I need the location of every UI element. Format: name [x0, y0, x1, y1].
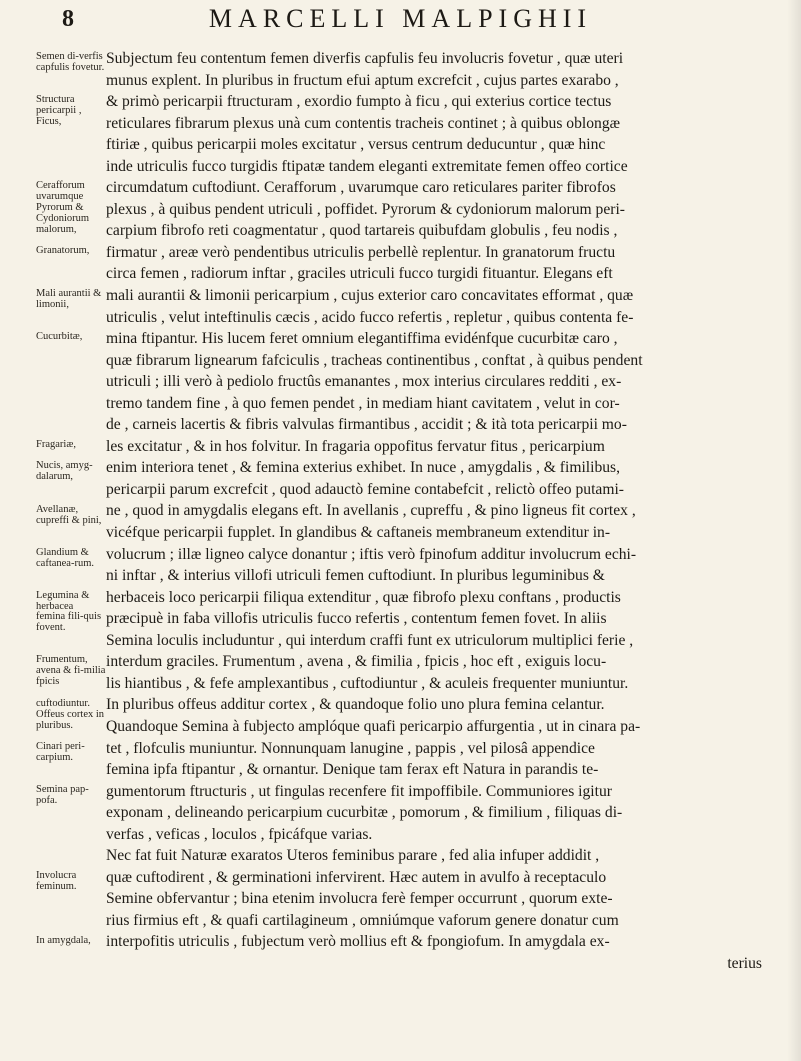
text-line: præcipuè in faba villofis utriculis fucco refertis , contentum femen fovet. In aliis	[106, 610, 607, 628]
margin-note: Ficus,	[36, 115, 62, 127]
text-line: circumdatum cuftodiunt. Cerafforum , uvarumque caro reticulares pariter fibrofos	[106, 179, 616, 197]
text-line: reticulares fibrarum plexus unà cum contentis tracheis continet ; à quibus oblongæ	[106, 114, 621, 132]
text-line: carpium fibrofo reti coagmentatur , quod tartareis quibufdam globulis , feu nodis ,	[106, 222, 618, 240]
text-line: lis hiantibus , & fefe amplexantibus , cuftodiuntur , & aculeis frequenter muniuntur.	[106, 674, 629, 692]
text-line: interdum graciles. Frumentum , avena , & fimilia , fpicis , hoc eft , exiguis locu-	[106, 653, 607, 671]
text-line: Semine obfervantur ; bina etenim involucra ferè femper occurrunt , quorum exte-	[106, 890, 613, 908]
text-line: & primò pericarpii ftructuram , exordio fumpto à ficu , qui exterius cortice tectus	[106, 93, 612, 111]
text-line: Nec fat fuit Naturæ exaratos Uteros feminibus parare , fed alia infuper addidit ,	[106, 847, 600, 865]
text-line: Subjectum feu contentum femen diverfis capfulis feu involucris fovetur , quæ uteri	[106, 50, 624, 67]
text-line: Semina loculis includuntur , qui interdum craffi funt ex utriculorum multiplici ferie ,	[106, 631, 634, 649]
text-line: verfas , veficas , loculos , fpicáfque varias.	[106, 825, 373, 843]
margin-note: Cucurbitæ,	[36, 331, 83, 343]
margin-note: Nucis, amyg-dalarum,	[36, 460, 93, 483]
text-line: ni inftar , & interius villofi utriculi femen cuftodiunt. In pluribus leguminibus &	[106, 567, 605, 585]
text-line: mina ftipantur. His lucem feret omnium elegantiffima evidénfque cucurbitæ caro ,	[106, 330, 618, 348]
margin-note: femina fili-quis fovent.	[36, 611, 102, 634]
page-edge-shadow	[787, 0, 801, 1061]
text-line: In pluribus offeus additur cortex , & quandoque folio uno plura femina celantur.	[106, 696, 605, 714]
text-line: vicéfque pericarpii fupplet. In glandibus & caftaneis membraneum extenditur in-	[106, 524, 611, 542]
margin-note: Avellanæ, cupreffi & pini,	[36, 503, 102, 526]
margin-note: In amygdala,	[36, 934, 91, 946]
margin-note: Semen di-verfis capfulis fovetur.	[36, 51, 105, 73]
margin-note: Mali aurantii & limonii,	[36, 288, 102, 311]
text-line: circa femen , radiorum inftar , graciles utriculi fucco turgidi fituantur. Elegans eft	[106, 265, 613, 283]
text-line: tet , flofculis muniuntur. Nonnunquam lanugine , pappis , vel pilosâ appendice	[106, 739, 595, 757]
text-line: firmatur , areæ verò pendentibus utriculis perbellè replentur. In granatorum fructu	[106, 243, 616, 261]
text-line: de , carneis lacertis & fibris valvulas firmantibus , accidit ; & ità tota pericarpii mo-	[106, 416, 627, 434]
text-line: quæ fibrarum lignearum fafciculis , tracheas continentibus , conftat , à quibus pendent	[106, 351, 643, 369]
text-line: ftiriæ , quibus pericarpii moles excitatur , versus centrum deducuntur , quæ hinc	[106, 136, 606, 154]
text-line: enim interiora tenet , & femina exterius exhibet. In nuce , amygdalis , & fimilibus,	[106, 459, 621, 477]
margin-note: Cinari peri-carpium.	[36, 740, 85, 763]
text-line: utriculis , velut inteftinulis cæcis , acido fucco refertis , repletur , quibus contenta fe-	[106, 308, 634, 326]
body-text	[106, 48, 788, 975]
margin-note: Legumina & herbacea	[36, 589, 90, 612]
text-line: plexus , à quibus pendent utriculi , poffidet. Pyrorum & cydoniorum malorum peri-	[106, 200, 625, 218]
margin-note: Involucra feminum.	[36, 869, 77, 892]
margin-note: Frumentum, avena & fi-milia fpicis	[36, 654, 106, 688]
text-line: herbaceis loco pericarpii filiqua extenditur , quæ fibrofo plexu conftans , productis	[106, 588, 621, 606]
text-line: femina ipfa ftipantur , & ornantur. Denique tam ferax eft Natura in parandis te-	[106, 761, 599, 779]
text-line: Quandoque Semina à fubjecto amplóque quafi pericarpio affurgentia , ut in cinara pa-	[106, 717, 641, 735]
running-head: MARCELLI MALPIGHII	[208, 4, 593, 33]
margin-notes	[6, 0, 104, 1061]
margin-note: Structura pericarpii ,	[36, 94, 82, 117]
text-line: pericarpii parum excrefcit , quod adauctò femine contabefcit , relictò offeo putami-	[106, 480, 624, 498]
margin-note: cuftodiuntur. Offeus cortex in pluribus.	[36, 697, 105, 731]
text-line: gumentorum ftructuris , ut fingulas recenfere fit impoffibile. Communiores igitur	[106, 782, 612, 800]
text-line: les excitatur , & in hos folvitur. In fragaria oppofitus fervatur fitus , pericarpium	[106, 437, 605, 455]
text-line: volucrum ; illæ ligneo calyce donantur ; iftis verò fpinofum additur involucrum echi-	[106, 545, 637, 563]
text-line: utriculi ; illi verò à pediolo fructûs emanantes , mox interius circulares redditi , ex-	[106, 373, 622, 391]
margin-note: Granatorum,	[36, 244, 90, 256]
margin-note: Glandium & caftanea-rum.	[36, 546, 95, 569]
margin-note: Pyrorum & Cydoniorum malorum,	[36, 201, 90, 235]
catchword: terius	[727, 954, 762, 972]
text-line: quæ cuftodirent , & germinationi infervirent. Hæc autem in avulfo à receptaculo	[106, 868, 607, 886]
margin-note: Semina pap-pofa.	[36, 783, 89, 806]
page-number: 8	[62, 6, 74, 32]
margin-note: Fragariæ,	[36, 438, 76, 450]
text-line: inde utriculis fucco turgidis ftipatæ tandem eleganti extremitate femen offeo cortice	[106, 157, 628, 175]
margin-note: Cerafforum uvarumque	[36, 180, 85, 203]
text-line: exponam , delineando pericarpium cucurbitæ , pomorum , & fimilium , filiquas di-	[106, 804, 623, 822]
text-line: interpofitis utriculis , fubjectum verò mollius eft & fpongiofum. In amygdala ex-	[106, 933, 610, 951]
text-line: munus explent. In pluribus in fructum efui aptum excrefcit , cujus partes exarabo ,	[106, 71, 619, 89]
text-line: mali aurantii & limonii pericarpium , cujus exterior caro concavitates efformat , quæ	[106, 287, 634, 305]
text-line: tremo tandem fine , à quo femen pendet , in mediam hiant cavitatem , velut in cor-	[106, 394, 620, 412]
text-line: ne , quod in amygdalis elegans eft. In avellanis , cupreffu , & pino ligneus fit cortex ,	[106, 502, 636, 520]
text-line: rius firmius eft , & quafi cartilagineum , omniúmque vaforum genere donatur cum	[106, 911, 619, 929]
